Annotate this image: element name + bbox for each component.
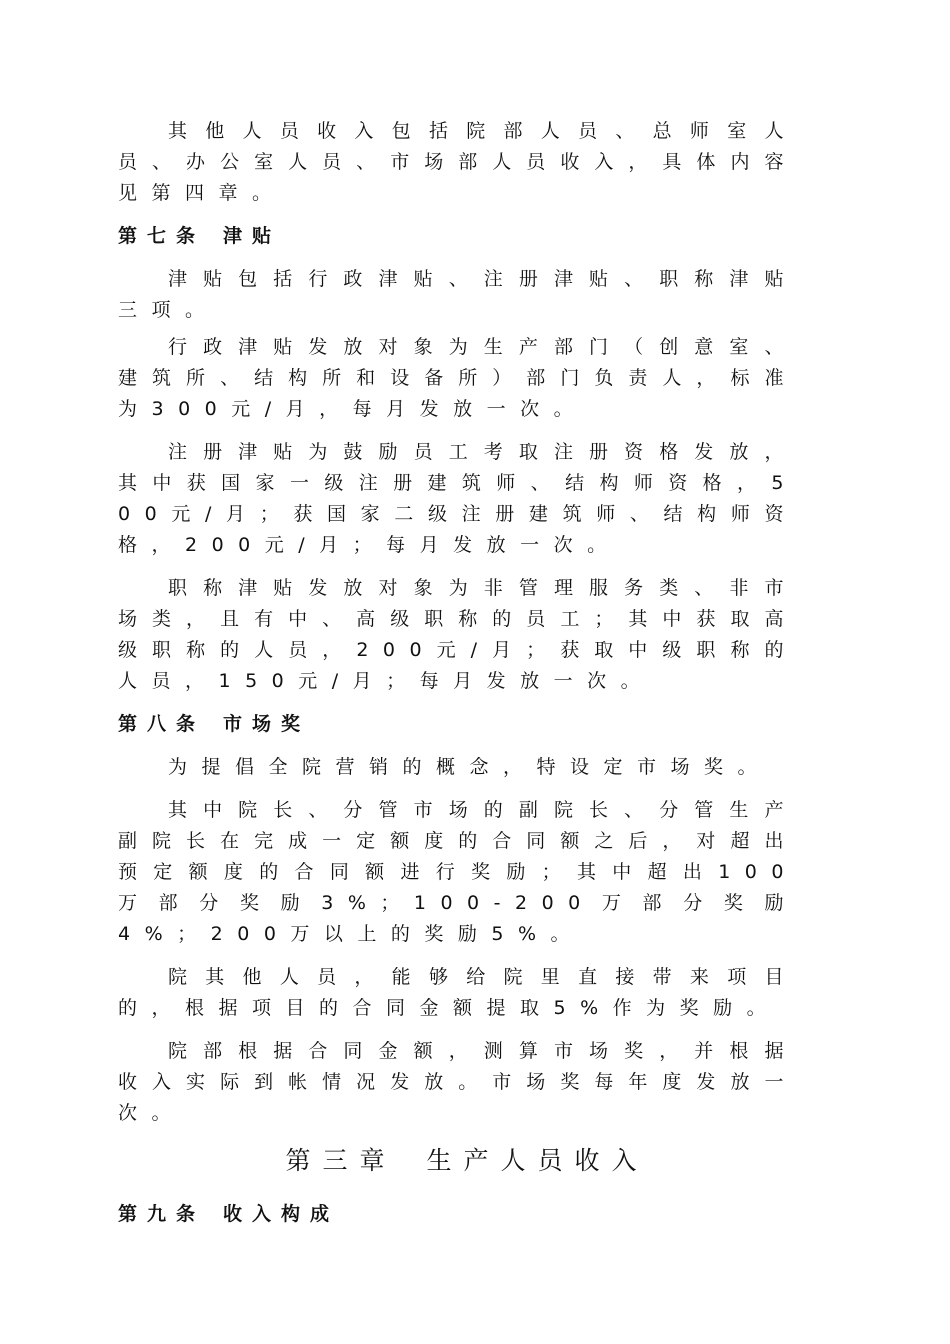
article-heading-8 <box>118 709 798 740</box>
paragraph-registration-allowance: 注册津贴为鼓励员工考取注册资格发放，其中获国家一级注册建筑师、结构师资格，500元/月；获国家二级注册建筑师、结构师资格，200元/月；每月发放一次。 <box>118 441 798 556</box>
article-title: 收入构成 <box>223 1203 340 1225</box>
article-heading-7 <box>118 221 798 252</box>
article-title: 津贴 <box>223 225 282 247</box>
chapter-number: 第三章 <box>285 1146 397 1175</box>
article-heading-9 <box>118 1199 798 1230</box>
paragraph-administrative-allowance: 行政津贴发放对象为生产部门（创意室、建筑所、结构所和设备所）部门负责人，标准为300元/月，每月发放一次。 <box>118 336 798 420</box>
article-number: 第八条 <box>118 713 206 735</box>
paragraph-allowance-types: 津贴包括行政津贴、注册津贴、职称津贴三项。 <box>118 268 798 321</box>
chapter-title: 生产人员收入 <box>426 1146 649 1175</box>
paragraph-market-award-others: 院其他人员，能够给院里直接带来项目的，根据项目的合同金额提取5%作为奖励。 <box>118 966 798 1019</box>
paragraph-market-award-payment: 院部根据合同金额，测算市场奖，并根据收入实际到帐情况发放。市场奖每年度发放一次。 <box>118 1040 798 1124</box>
chapter-heading <box>118 1141 798 1181</box>
paragraph-other-staff-income: 其他人员收入包括院部人员、总师室人员、办公室人员、市场部人员收入，具体内容见第四章。 <box>118 120 798 204</box>
article-title: 市场奖 <box>223 713 311 735</box>
article-number: 第九条 <box>118 1203 206 1225</box>
paragraph-market-award-intro: 为提倡全院营销的概念，特设定市场奖。 <box>168 756 772 778</box>
article-number: 第七条 <box>118 225 206 247</box>
paragraph-market-award-leaders: 其中院长、分管市场的副院长、分管生产副院长在完成一定额度的合同额之后，对超出预定额度的合同额进行奖励；其中超出100万部分奖励3%；100-200万部分奖励4%；200万以上的奖励5%。 <box>118 799 798 945</box>
document-page <box>118 116 798 1242</box>
paragraph-title-allowance: 职称津贴发放对象为非管理服务类、非市场类，且有中、高级职称的员工；其中获取高级职称的人员，200元/月；获取中级职称的人员，150元/月；每月发放一次。 <box>118 577 798 692</box>
